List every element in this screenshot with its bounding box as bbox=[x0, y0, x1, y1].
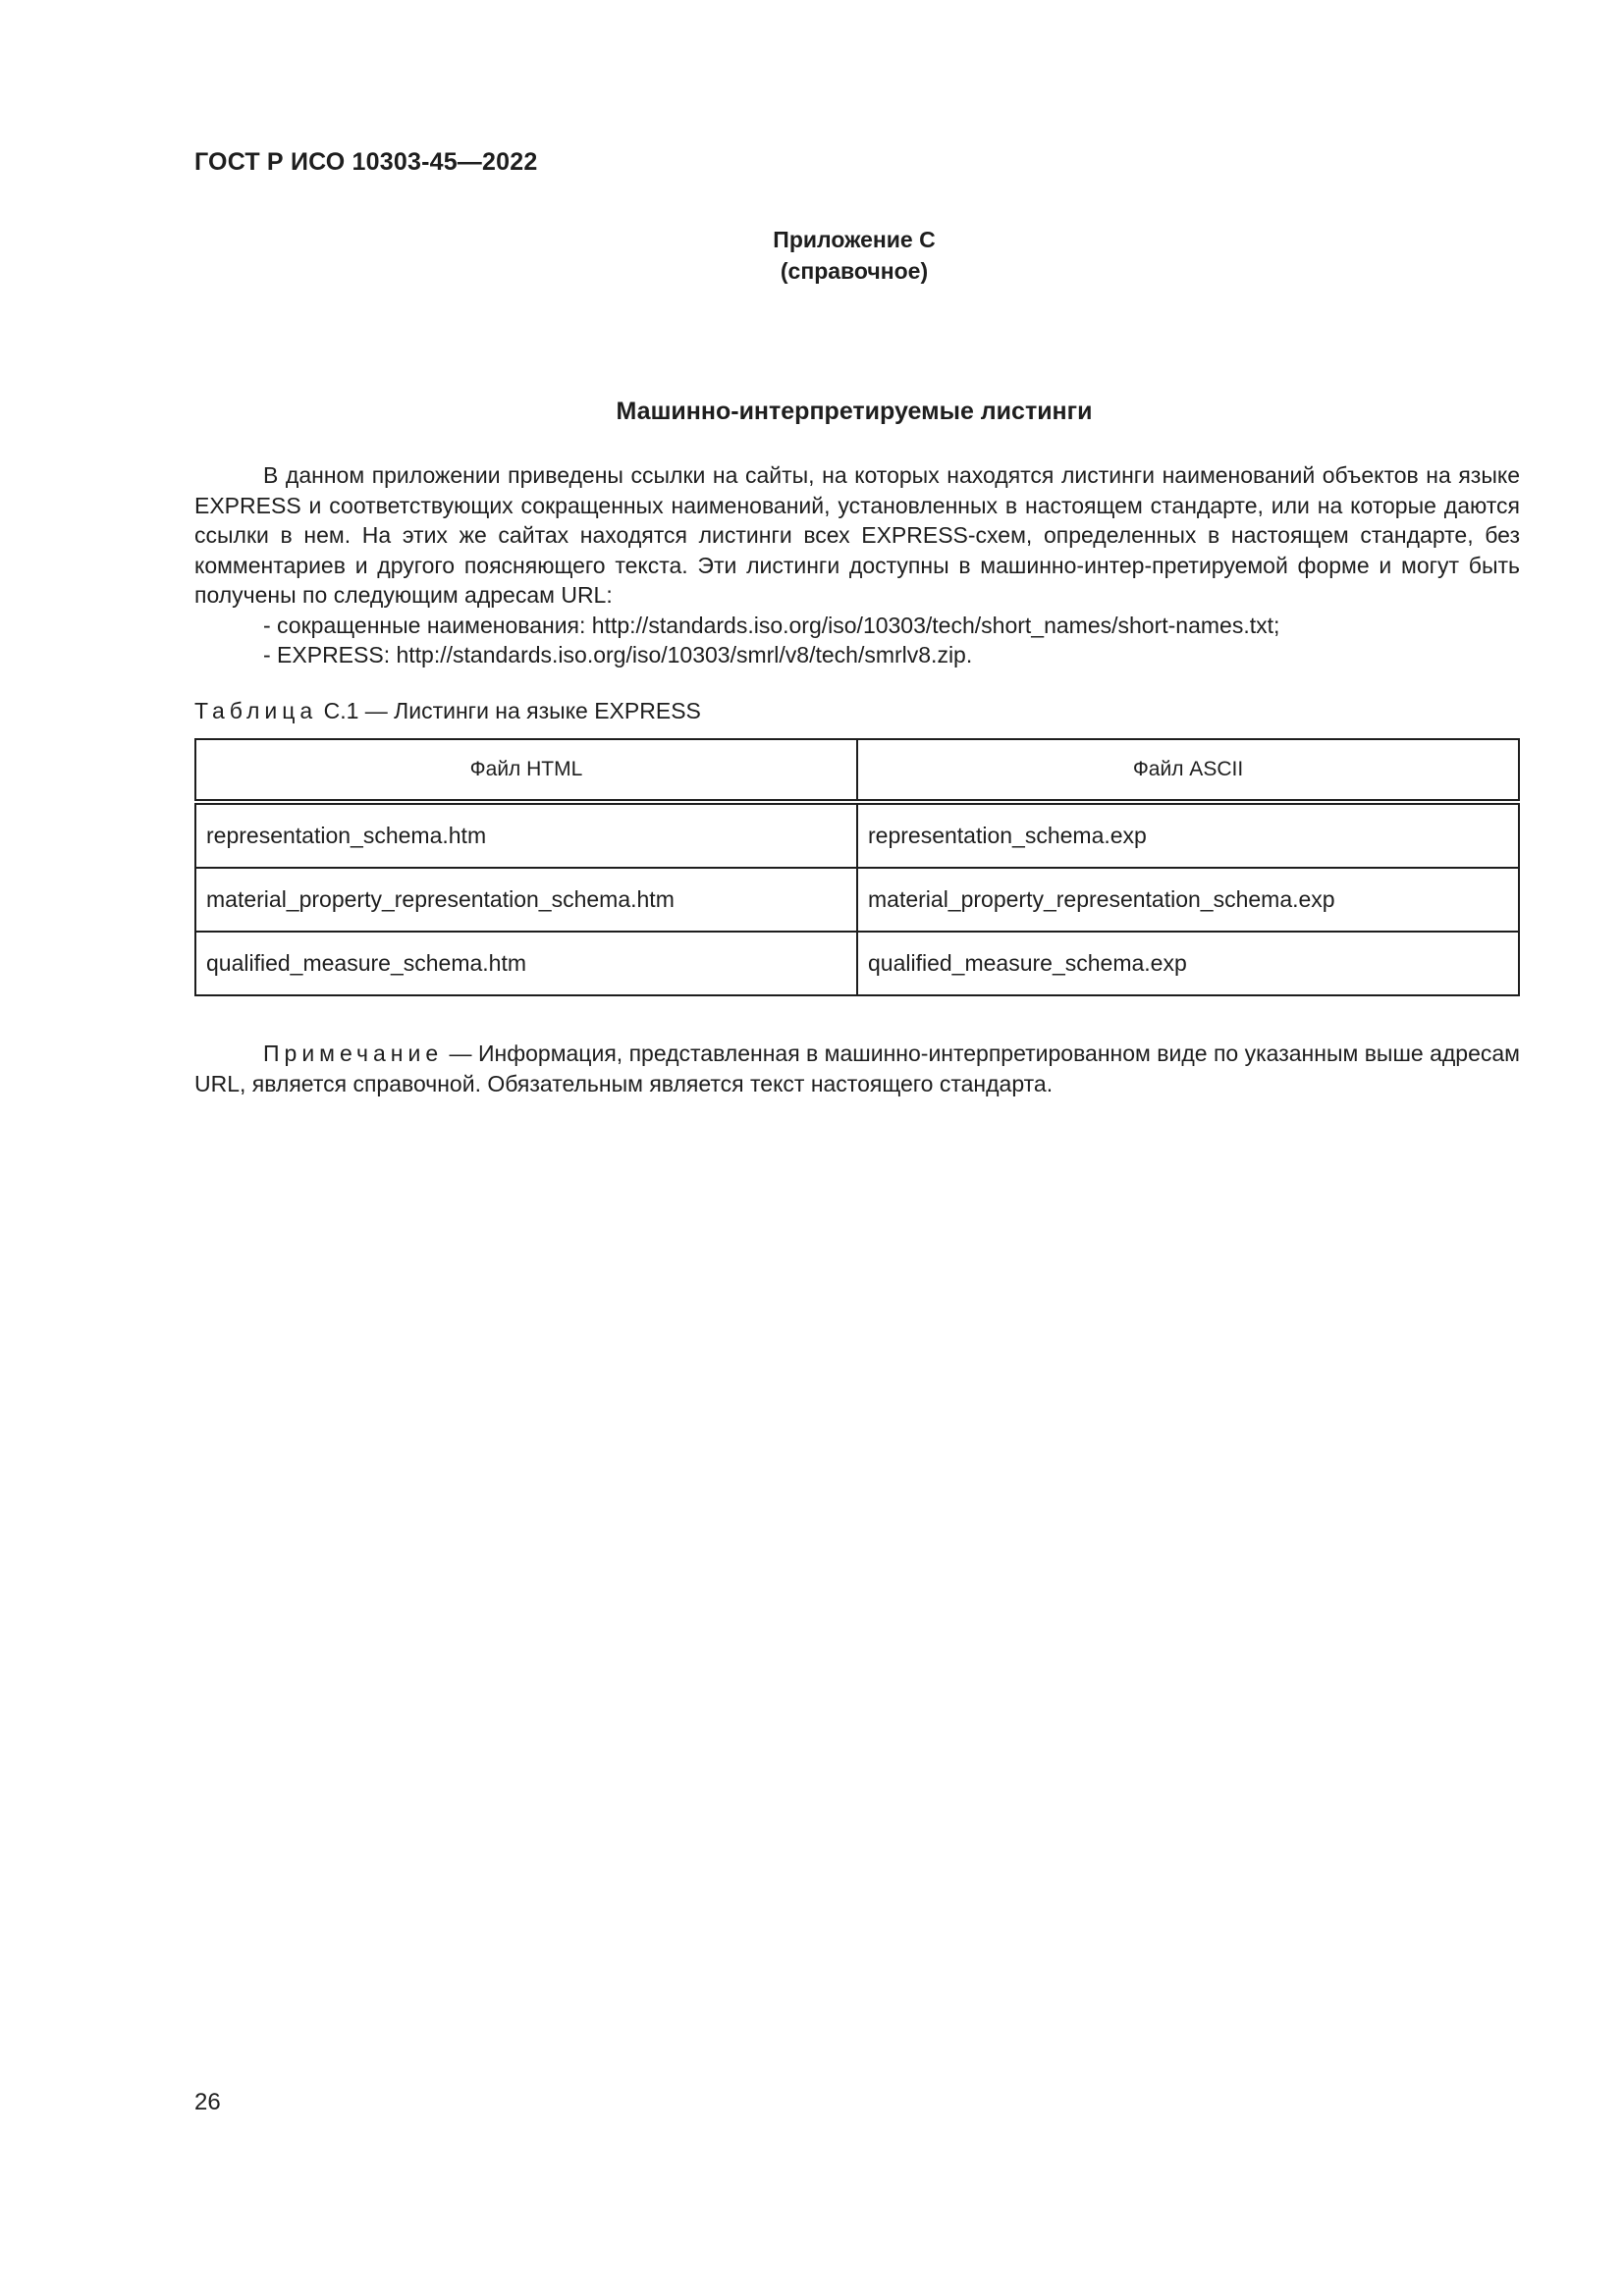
table-row bbox=[195, 802, 1519, 868]
note-paragraph bbox=[194, 1039, 1520, 1098]
appendix-kind: (справочное) bbox=[780, 258, 929, 284]
table-row bbox=[195, 932, 1519, 995]
table-cell-html: qualified_measure_schema.htm bbox=[195, 932, 857, 995]
header-html-file: Файл HTML bbox=[195, 739, 857, 802]
appendix-title: Приложение С bbox=[773, 227, 936, 252]
listings-table bbox=[194, 738, 1520, 996]
list-item-short-names: - сокращенные наименования: http://standards.iso.org/iso/10303/tech/short_names/short-names.txt; bbox=[263, 612, 1280, 638]
table-row bbox=[195, 868, 1519, 932]
table-cell-ascii: qualified_measure_schema.exp bbox=[857, 932, 1519, 995]
intro-paragraph: В данном приложении приведены ссылки на сайты, на которых находятся листинги наименований объектов на языке EXPRESS и соответствующих сокращенных наименований, установленных в настоящем стандарте, или на которые даются ссылки в нем. На этих же сайтах находятся листинги всех EXPRESS-схем, определенных в настоящем стандарте, без комментариев и другого поясняющего текста. Эти листинги доступны в машинно-интер-претируемой форме и могут быть получены по следующим адресам URL: bbox=[194, 462, 1520, 608]
standard-code-header: ГОСТ Р ИСО 10303-45—2022 bbox=[194, 148, 538, 176]
table-cell-ascii: representation_schema.exp bbox=[857, 802, 1519, 868]
table-cell-html: representation_schema.htm bbox=[195, 802, 857, 868]
table-cell-ascii: material_property_representation_schema.exp bbox=[857, 868, 1519, 932]
header-ascii-file: Файл ASCII bbox=[857, 739, 1519, 802]
list-item-express: - EXPRESS: http://standards.iso.org/iso/10303/smrl/v8/tech/smrlv8.zip. bbox=[263, 642, 973, 667]
table-caption-text: С.1 — Листинги на языке EXPRESS bbox=[317, 698, 701, 723]
note bbox=[194, 1039, 1520, 1098]
table-header-row bbox=[195, 739, 1519, 802]
page-number: 26 bbox=[194, 2089, 221, 2115]
table-caption-prefix: Таблица bbox=[194, 698, 318, 723]
section-title: Машинно-интерпретируемые листинги bbox=[616, 398, 1093, 425]
note-text: — Информация, представленная в машинно-интерпретированном виде по указанным выше адресам URL, является справочной. Обязательным является текст настоящего стандарта. bbox=[194, 1041, 1520, 1096]
table-caption bbox=[194, 698, 701, 724]
body-text bbox=[194, 460, 1520, 670]
note-label: Примечание bbox=[263, 1041, 444, 1066]
table-cell-html: material_property_representation_schema.htm bbox=[195, 868, 857, 932]
